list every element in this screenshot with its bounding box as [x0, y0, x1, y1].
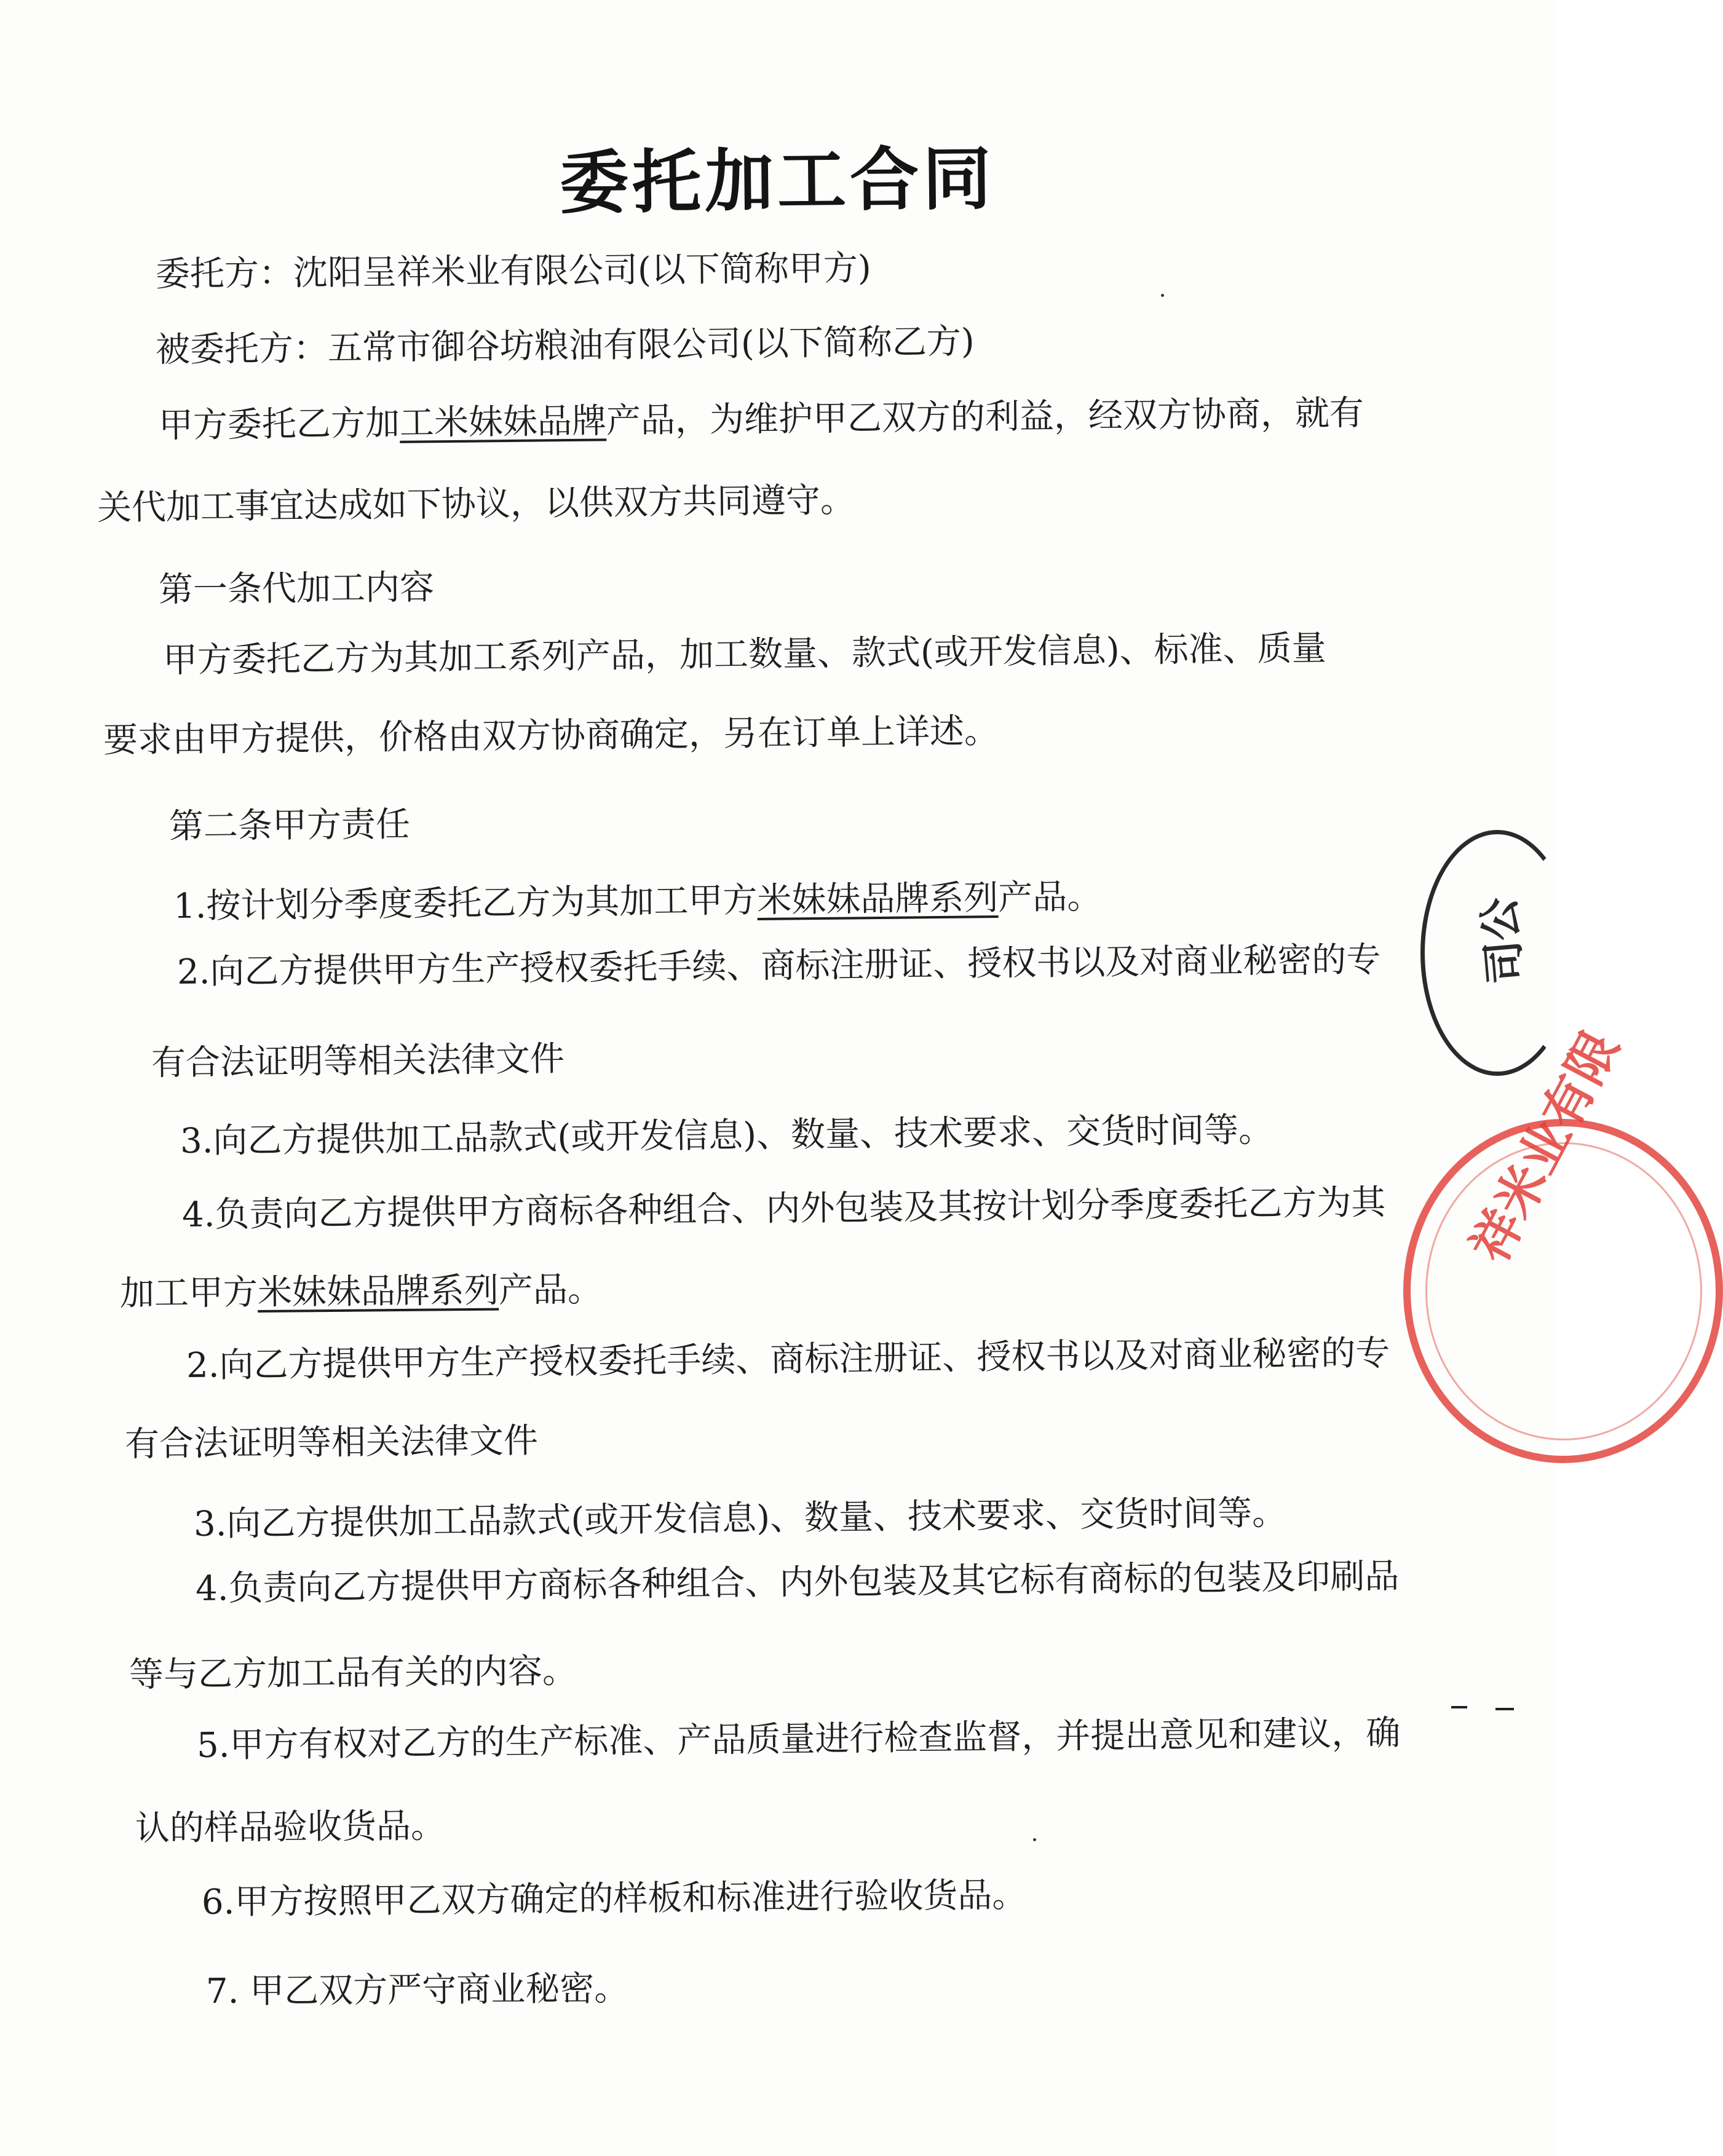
article2-item4b-line-2: 等与乙方加工品有关的内容。: [129, 1651, 577, 1695]
article2-item2b-line-2: 有合法证明等相关法律文件: [124, 1421, 539, 1464]
article2-heading: 第二条甲方责任: [168, 804, 411, 847]
scan-mark: [1451, 1706, 1467, 1708]
scan-mark: [1495, 1708, 1514, 1710]
intro-line-1: [159, 392, 1365, 448]
article2-item2b-line-1: 2.向乙方提供甲方生产授权委托手续、商标注册证、授权书以及对商业秘密的专: [186, 1333, 1390, 1386]
article2-item7: 7. 甲乙双方严守商业秘密。: [205, 1968, 629, 2012]
article1-heading: 第一条代加工内容: [158, 567, 435, 610]
scan-speck: [1033, 1838, 1036, 1841]
contractor-label: 被委托方：: [155, 328, 328, 370]
red-seal-inner-ring: [1425, 1022, 1702, 1440]
intro-line-2: 关代加工事宜达成如下协议，以供双方共同遵守。: [97, 480, 855, 528]
article2-item4-line-2: [120, 1268, 603, 1316]
contractor-name: 五常市御谷坊粮油有限公司(以下简称乙方): [327, 322, 975, 369]
article2-item3b: 3.向乙方提供加工品款式(或开发信息)、数量、技术要求、交货时间等。: [193, 1493, 1287, 1544]
document-title: 委托加工合同: [559, 139, 996, 224]
client-name: 沈阳呈祥米业有限公司(以下简称甲方): [293, 248, 871, 294]
item1-underlined-brand: 米妹妹品牌系列: [757, 877, 999, 921]
item-text: 1.按计划分季度委托乙方为其加工甲方: [173, 880, 758, 926]
article1-line-2: 要求由甲方提供，价格由双方协商确定，另在订单上详述。: [103, 711, 999, 760]
item4-underlined-brand: 米妹妹品牌系列: [257, 1270, 499, 1313]
black-seal-text: 司公: [1473, 895, 1532, 986]
red-seal-text: 祥米业有限: [1460, 1022, 1631, 1272]
article1-line-1: 甲方委托乙方为其加工系列产品，加工数量、款式(或开发信息)、标准、质量: [162, 628, 1326, 681]
item-text: 加工甲方: [119, 1273, 258, 1314]
article2-item4b-line-1: 4.负责向乙方提供甲方商标各种组合、内外包装及其它标有商标的包装及印刷品: [195, 1556, 1400, 1609]
scan-speck: [1161, 294, 1164, 297]
article2-item5-line-2: 认的样品验收货品。: [135, 1806, 446, 1849]
intro-text: 甲方委托乙方加: [158, 403, 400, 446]
article2-item1: [173, 875, 1102, 928]
article2-item4-line-1: 4.负责向乙方提供甲方商标各种组合、内外包装及其按计划分季度委托乙方为其: [181, 1182, 1386, 1235]
item-text: 产品。: [498, 1270, 603, 1311]
contractor-line: [156, 320, 975, 372]
article2-item2-line-2: 有合法证明等相关法律文件: [151, 1038, 565, 1083]
article2-item3: 3.向乙方提供加工品款式(或开发信息)、数量、技术要求、交货时间等。: [180, 1110, 1273, 1161]
intro-text: 产品，为维护甲乙双方的利益，经双方协商，就有: [606, 393, 1365, 441]
client-label: 委托方：: [155, 253, 294, 294]
article2-item2-line-1: 2.向乙方提供甲方生产授权委托手续、商标注册证、授权书以及对商业秘密的专: [176, 939, 1381, 992]
intro-underlined-brand: 工米妹妹品牌: [399, 401, 607, 443]
item-text: 产品。: [998, 877, 1102, 918]
article2-item6: 6.甲方按照甲乙双方确定的样板和标准进行验收货品。: [201, 1875, 1027, 1922]
client-line: [156, 247, 871, 296]
article2-item5-line-1: 5.甲方有权对乙方的生产标准、产品质量进行检查监督，并提出意见和建议，确: [196, 1713, 1401, 1766]
